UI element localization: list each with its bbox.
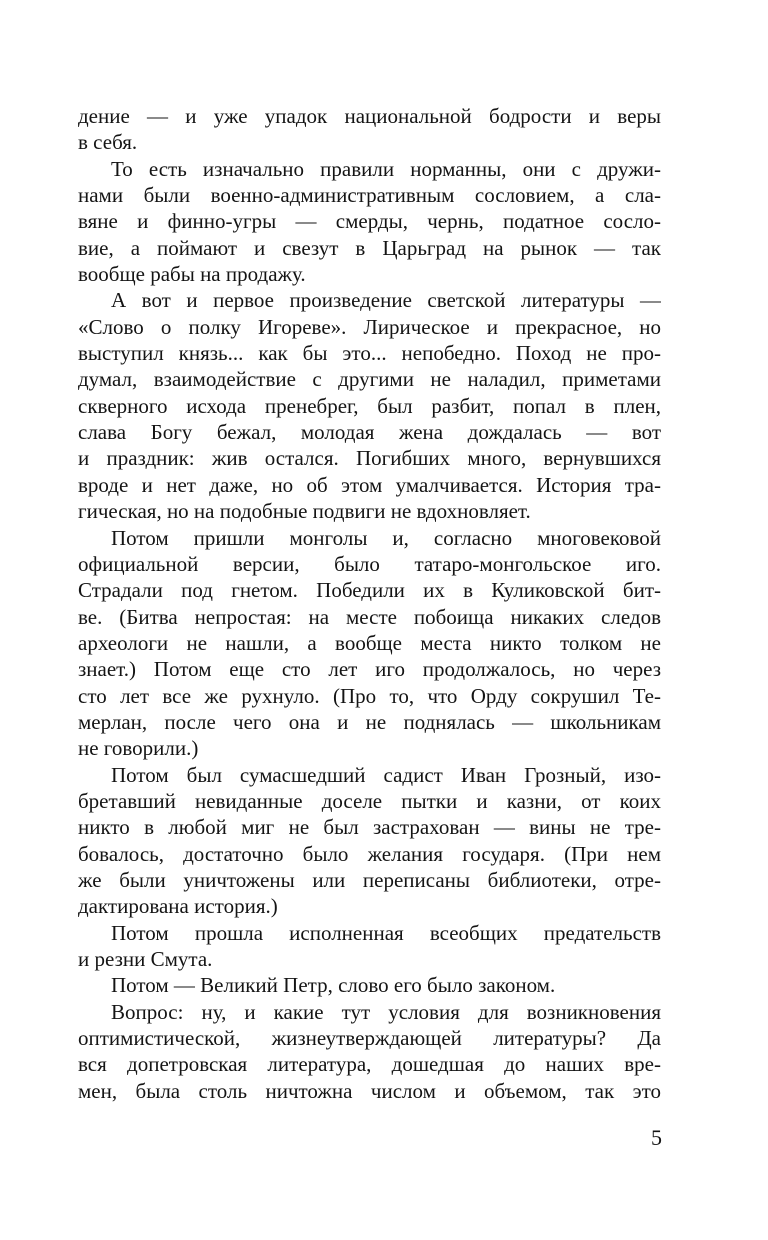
text-line: археологи не нашли, а вообще места никто толком не bbox=[78, 630, 661, 655]
text-line: вяне и финно-угры — смерды, чернь, податное сосло- bbox=[78, 209, 661, 234]
text-line: оптимистической, жизнеутверждающей литературы? Да bbox=[78, 1026, 661, 1051]
text-line: Потом пришли монголы и, согласно многовековой bbox=[111, 525, 661, 550]
text-line: бретавший невиданные доселе пытки и казни, от коих bbox=[78, 788, 661, 813]
text-line: «Слово о полку Игореве». Лирическое и прекрасное, но bbox=[78, 314, 661, 339]
text-line: слава Богу бежал, молодая жена дождалась — вот bbox=[78, 420, 661, 445]
text-line: и резни Смута. bbox=[78, 947, 213, 971]
text-line: То есть изначально правили норманны, они с дружи- bbox=[111, 156, 661, 181]
text-line: мерлан, после чего она и не поднялась — школьникам bbox=[78, 709, 661, 734]
text-line: Вопрос: ну, и какие тут условия для возникновения bbox=[111, 999, 661, 1024]
text-line: ве. (Битва непростая: на месте побоища никаких следов bbox=[78, 604, 661, 629]
text-line: вие, а поймают и свезут в Царьград на рынок — так bbox=[78, 235, 661, 260]
text-line: вроде и нет даже, но об этом умалчивается. История тра- bbox=[78, 472, 661, 497]
text-line: вообще рабы на продажу. bbox=[78, 262, 306, 287]
page-number: 5 bbox=[651, 1125, 662, 1150]
text-line: выступил князь... как бы это... непобедно. Поход не про- bbox=[78, 341, 661, 366]
text-line: же были уничтожены или переписаны библиотеки, отре- bbox=[78, 867, 661, 892]
text-line: знает.) Потом еще сто лет иго продолжалось, но через bbox=[78, 657, 661, 682]
text-line: Потом — Великий Петр, слово его было законом. bbox=[111, 973, 556, 998]
text-line: не говорили.) bbox=[78, 736, 199, 761]
text-line: дение — и уже упадок национальной бодрости и веры bbox=[78, 104, 661, 128]
text-line: в себя. bbox=[78, 130, 138, 155]
text-line: нами были военно-административным сословием, а сла- bbox=[78, 183, 661, 208]
text-line: скверного исхода пренебрег, был разбит, попал в плен, bbox=[78, 393, 661, 418]
text-line: думал, взаимодействие с другими не наладил, приметами bbox=[78, 367, 661, 392]
text-line: и праздник: жив остался. Погибших много, вернувшихся bbox=[78, 446, 661, 471]
text-line: А вот и первое произведение светской литературы — bbox=[111, 288, 661, 313]
text-line: бовалось, достаточно было желания государя. (При нем bbox=[78, 841, 661, 866]
text-line: никто в любой миг не был застрахован — вины не тре- bbox=[78, 815, 661, 840]
text-line: мен, была столь ничтожна числом и объемом, так это bbox=[78, 1078, 661, 1103]
text-line: Потом был сумасшедший садист Иван Грозный, изо- bbox=[111, 762, 661, 787]
text-line: сто лет все же рухнуло. (Про то, что Орду сокрушил Те- bbox=[78, 683, 661, 708]
text-line: Потом прошла исполненная всеобщих предательств bbox=[111, 920, 661, 945]
text-line: гическая, но на подобные подвиги не вдохновляет. bbox=[78, 499, 531, 524]
text-line: вся допетровская литература, дошедшая до наших вре- bbox=[78, 1052, 661, 1077]
body-text bbox=[78, 103, 661, 1104]
text-line: дактирована история.) bbox=[78, 894, 278, 919]
text-line: официальной версии, было татаро-монгольское иго. bbox=[78, 551, 661, 576]
text-line: Страдали под гнетом. Победили их в Куликовской бит- bbox=[78, 578, 661, 603]
